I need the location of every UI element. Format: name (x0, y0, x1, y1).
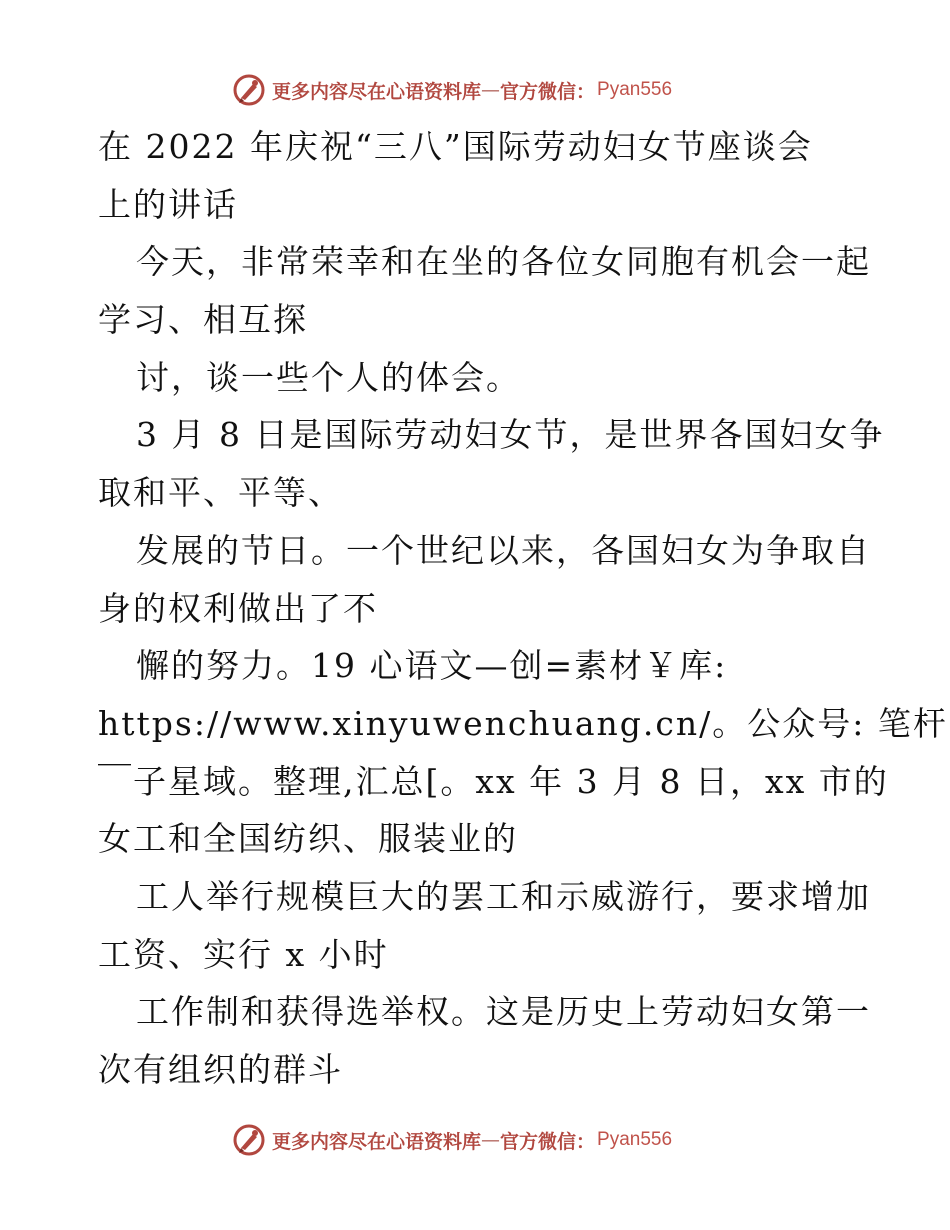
pen-logo-icon (232, 73, 266, 107)
banner-dash: — (481, 1129, 501, 1151)
paragraph-line: 工作制和获得选举权。这是历史上劳动妇女第一 (136, 992, 871, 1032)
banner-contact-id: Pyan556 (597, 79, 673, 100)
title-line-1: 在 2022 年庆祝“三八”国际劳动妇女节座谈会 (98, 127, 813, 166)
banner-brand-text: 更多内容尽在心语资料库 (272, 1130, 482, 1153)
paragraph-line: 讨，谈一些个人的体会。 (136, 357, 521, 397)
document-body (98, 118, 948, 1099)
paragraph-line: 工人举行规模巨大的罢工和示威游行，要求增加 (136, 876, 871, 916)
paragraph-line: 工资、实行 x 小时 (98, 934, 389, 974)
paragraph-line: 懈的努力。19 心语文—创=素材￥库: (136, 646, 728, 686)
banner-contact-label: 官方微信： (500, 1130, 596, 1153)
paragraph-line: 发展的节日。一个世纪以来，各国妇女为争取自 (136, 530, 871, 570)
paragraph-line: 取和平、平等、 (98, 473, 343, 513)
paragraph-line: ￣子星域。整理,汇总[。xx 年 3 月 8 日，xx 市的 (98, 761, 889, 801)
paragraph-line: 女工和全国纺织、服装业的 (98, 819, 518, 859)
paragraph-line: 今天，非常荣幸和在坐的各位女同胞有机会一起 (136, 242, 871, 282)
banner-contact-label: 官方微信： (500, 80, 596, 103)
paragraph-line: https://www.xinyuwenchuang.cn/。公众号: 笔杆 (98, 703, 948, 743)
paragraph-line: 3 月 8 日是国际劳动妇女节，是世界各国妇女争 (136, 415, 885, 455)
banner-brand-text: 更多内容尽在心语资料库 (272, 80, 482, 103)
pen-logo-icon (232, 1123, 266, 1157)
footer-banner (232, 1122, 672, 1158)
paragraph-line: 学习、相互探 (98, 300, 308, 340)
title-line-2: 上的讲话 (98, 184, 238, 224)
banner-dash: — (481, 79, 501, 101)
paragraph-line: 身的权利做出了不 (98, 588, 378, 628)
header-banner (232, 72, 672, 108)
banner-contact-id: Pyan556 (597, 1129, 673, 1150)
paragraph-line: 次有组织的群斗 (98, 1050, 343, 1089)
